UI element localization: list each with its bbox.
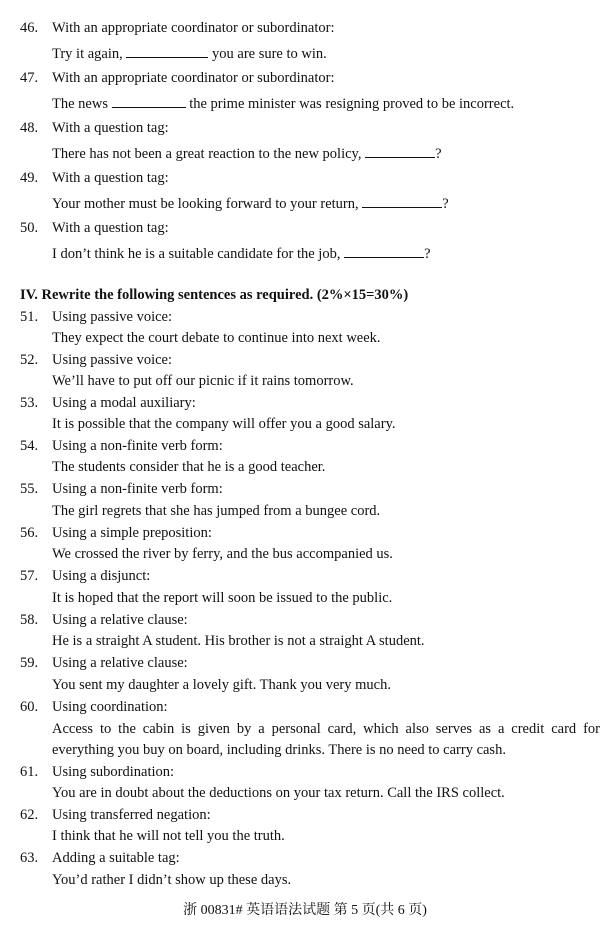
item-sentence: It is possible that the company will offer you a good salary. — [52, 416, 396, 432]
item-sentence: There has not been a great reaction to the new policy, ? — [52, 146, 442, 162]
item-sentence: Your mother must be looking forward to your return, ? — [52, 196, 449, 212]
item-sentence: I don’t think he is a suitable candidate for the job, ? — [52, 246, 431, 262]
item-sentence: You’d rather I didn’t show up these days. — [52, 872, 292, 888]
item-instruction: Using passive voice: — [52, 352, 173, 368]
item-sentence: The students consider that he is a good teacher. — [52, 459, 326, 475]
answer-blank[interactable] — [344, 245, 424, 258]
page-footer: 浙 00831# 英语语法试题 第 5 页(共 6 页) — [183, 903, 427, 918]
item-number: 55. — [20, 481, 39, 497]
item-instruction: Using passive voice: — [52, 309, 173, 325]
item-number: 46. — [20, 20, 39, 36]
item-number: 47. — [20, 70, 39, 86]
item-sentence: You are in doubt about the deductions on your tax return. Call the IRS collect. — [52, 785, 505, 801]
item-instruction: With a question tag: — [52, 170, 169, 186]
item-sentence: The girl regrets that she has jumped from a bungee cord. — [52, 503, 381, 519]
item-instruction: Using a non-finite verb form: — [52, 481, 223, 497]
item-instruction: With a question tag: — [52, 220, 169, 236]
item-sentence: We’ll have to put off our picnic if it rains tomorrow. — [52, 373, 354, 389]
item-instruction: Using a simple preposition: — [52, 525, 212, 541]
item-number: 49. — [20, 170, 39, 186]
item-number: 56. — [20, 525, 39, 541]
item-number: 50. — [20, 220, 39, 236]
answer-blank[interactable] — [112, 95, 186, 108]
section-heading: IV. Rewrite the following sentences as required. (2%×15=30%) — [20, 287, 409, 303]
item-sentence: He is a straight A student. His brother is not a straight A student. — [52, 633, 425, 649]
item-instruction: Using a relative clause: — [52, 655, 188, 671]
item-instruction: Using a modal auxiliary: — [52, 395, 196, 411]
item-number: 63. — [20, 850, 39, 866]
item-instruction: With an appropriate coordinator or subordinator: — [52, 20, 335, 36]
item-instruction: Using subordination: — [52, 764, 175, 780]
answer-blank[interactable] — [362, 195, 442, 208]
item-number: 60. — [20, 699, 39, 715]
item-number: 48. — [20, 120, 39, 136]
item-number: 59. — [20, 655, 39, 671]
item-instruction: Using a relative clause: — [52, 612, 188, 628]
item-instruction: With a question tag: — [52, 120, 169, 136]
item-number: 52. — [20, 352, 39, 368]
item-number: 51. — [20, 309, 39, 325]
item-sentence: You sent my daughter a lovely gift. Thank you very much. — [52, 677, 391, 693]
item-sentence: We crossed the river by ferry, and the bus accompanied us. — [52, 546, 393, 562]
item-sentence: They expect the court debate to continue into next week. — [52, 330, 381, 346]
item-sentence: It is hoped that the report will soon be issued to the public. — [52, 590, 393, 606]
item-instruction: With an appropriate coordinator or subordinator: — [52, 70, 335, 86]
item-number: 57. — [20, 568, 39, 584]
item-sentence: I think that he will not tell you the truth. — [52, 828, 285, 844]
item-number: 54. — [20, 438, 39, 454]
answer-blank[interactable] — [365, 145, 435, 158]
item-sentence: The news the prime minister was resigning proved to be incorrect. — [52, 96, 515, 112]
item-number: 62. — [20, 807, 39, 823]
item-instruction: Adding a suitable tag: — [52, 850, 180, 866]
item-instruction: Using a disjunct: — [52, 568, 151, 584]
item-number: 61. — [20, 764, 39, 780]
item-number: 53. — [20, 395, 39, 411]
item-instruction: Using coordination: — [52, 699, 168, 715]
answer-blank[interactable] — [126, 45, 208, 58]
item-sentence: Try it again, you are sure to win. — [52, 46, 327, 62]
item-instruction: Using transferred negation: — [52, 807, 211, 823]
item-number: 58. — [20, 612, 39, 628]
item-sentence: Access to the cabin is given by a personal card, which also serves as a credit card for everything you buy on board, including drinks. There is no need to carry cash. — [52, 721, 600, 758]
item-instruction: Using a non-finite verb form: — [52, 438, 223, 454]
